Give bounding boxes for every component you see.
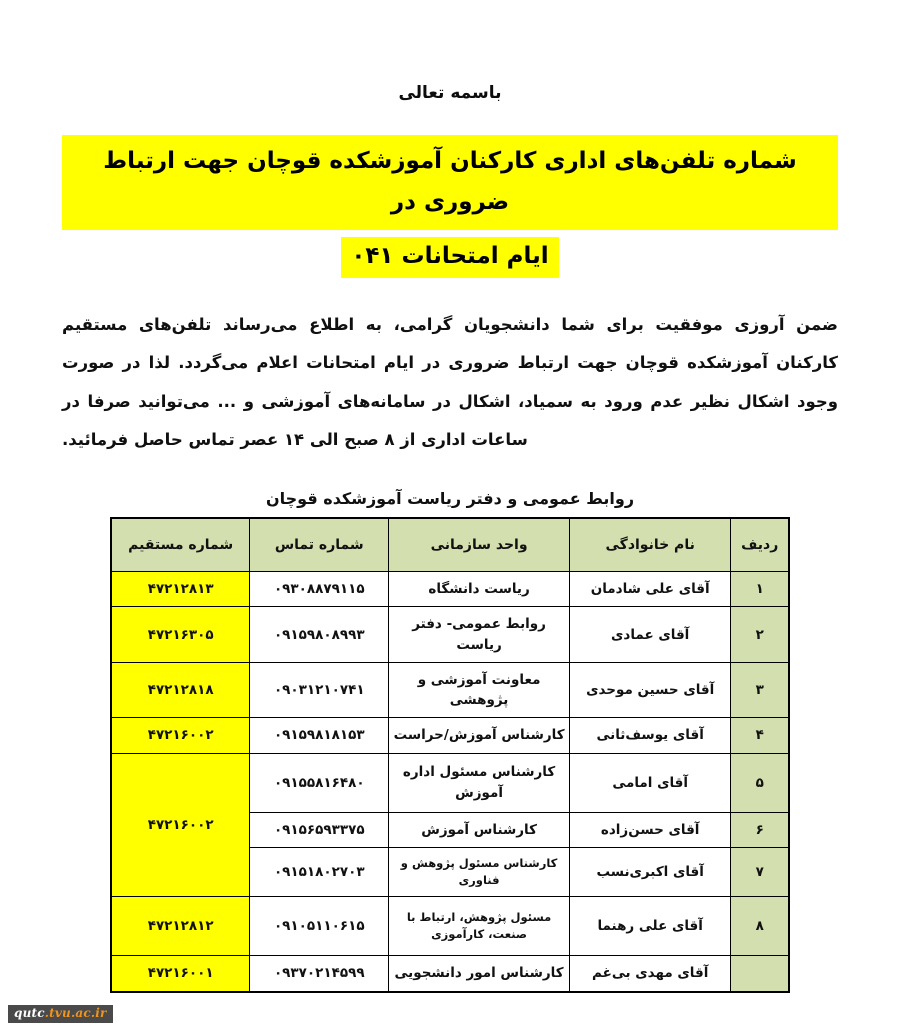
cell-unit: روابط عمومی- دفتر ریاست (389, 607, 570, 663)
table-row (111, 956, 789, 992)
column-header-direct: شماره مستقیم (111, 518, 250, 572)
title-line-2-text: ایام امتحانات ۰۴۱ (341, 237, 558, 278)
table-caption: روابط عمومی و دفتر ریاست آموزشکده قوچان (265, 489, 635, 509)
cell-direct: ۴۷۲۱۲۸۱۳ (111, 572, 250, 607)
cell-mobile: ۰۹۱۵۹۸۰۸۹۹۳ (250, 607, 389, 663)
cell-direct: ۴۷۲۱۶۳۰۵ (111, 607, 250, 663)
cell-unit: کارشناس امور دانشجویی (389, 956, 570, 992)
table-row (111, 572, 789, 607)
table-row (111, 662, 789, 718)
table-row (111, 607, 789, 663)
title-line-1-text: شماره تلفن‌های اداری کارکنان آموزشکده قوچان جهت ارتباط ضروری در (62, 135, 838, 230)
cell-index (731, 956, 789, 992)
cell-name: آقای یوسف‌ثانی (569, 718, 730, 753)
cell-index: ۷ (731, 847, 789, 897)
cell-index: ۲ (731, 607, 789, 663)
cell-index: ۵ (731, 753, 789, 812)
cell-direct: ۴۷۲۱۲۸۱۸ (111, 662, 250, 718)
site-watermark (8, 1005, 113, 1023)
cell-index: ۱ (731, 572, 789, 607)
table-row (111, 897, 789, 956)
cell-mobile: ۰۹۱۵۶۵۹۳۳۷۵ (250, 812, 389, 847)
title-line-1 (0, 135, 900, 230)
cell-unit: کارشناس مسئول پژوهش و فناوری (389, 847, 570, 897)
cell-direct: ۴۷۲۱۶۰۰۱ (111, 956, 250, 992)
cell-index: ۴ (731, 718, 789, 753)
cell-mobile: ۰۹۱۵۵۸۱۶۴۸۰ (250, 753, 389, 812)
cell-direct: ۴۷۲۱۶۰۰۲ (111, 718, 250, 753)
cell-mobile: ۰۹۱۵۱۸۰۲۷۰۳ (250, 847, 389, 897)
column-header-name: نام خانوادگی (569, 518, 730, 572)
cell-name: آقای حسین موحدی (569, 662, 730, 718)
cell-unit: ریاست دانشگاه (389, 572, 570, 607)
title-line-2 (0, 236, 900, 276)
cell-unit: کارشناس مسئول اداره آموزش (389, 753, 570, 812)
cell-mobile: ۰۹۰۳۱۲۱۰۷۴۱ (250, 662, 389, 718)
cell-unit: مسئول پژوهش، ارتباط با صنعت، کارآموزی (389, 897, 570, 956)
body-paragraph: ضمن آروزی موفقیت برای شما دانشجویان گرامی، به اطلاع می‌رساند تلفن‌های مستقیم کارکنان آموزشکده قوچان جهت ارتباط ضروری در ایام امتحانات اعلام می‌گردد. لذا در صورت وجود اشکال نظیر عدم ورود به سمیاد، اشکال در سامانه‌های آموزشی و ... می‌توانید صرفا در ساعات اداری از ۸ صبح الی ۱۴ عصر تماس حاصل فرمائید. (62, 315, 838, 449)
column-header-unit: واحد سازمانی (389, 518, 570, 572)
cell-name: آقای امامی (569, 753, 730, 812)
cell-name: آقای اکبری‌نسب (569, 847, 730, 897)
cell-unit: کارشناس آموزش/حراست (389, 718, 570, 753)
watermark-prefix: qutc (14, 1005, 45, 1020)
cell-name: آقای حسن‌زاده (569, 812, 730, 847)
cell-mobile: ۰۹۱۰۵۱۱۰۶۱۵ (250, 897, 389, 956)
table-header-row (111, 518, 789, 572)
cell-unit: معاونت آموزشی و پژوهشی (389, 662, 570, 718)
cell-name: آقای عمادی (569, 607, 730, 663)
cell-name: آقای علی رهنما (569, 897, 730, 956)
cell-unit: کارشناس آموزش (389, 812, 570, 847)
cell-direct: ۴۷۲۱۲۸۱۲ (111, 897, 250, 956)
cell-name: آقای علی شادمان (569, 572, 730, 607)
cell-mobile: ۰۹۳۰۸۸۷۹۱۱۵ (250, 572, 389, 607)
contacts-table-wrapper (0, 517, 900, 993)
table-row (111, 753, 789, 812)
contacts-table (110, 517, 790, 993)
cell-direct-merged: ۴۷۲۱۶۰۰۲ (111, 753, 250, 897)
cell-name: آقای مهدی بی‌غم (569, 956, 730, 992)
cell-index: ۶ (731, 812, 789, 847)
table-row (111, 718, 789, 753)
cell-index: ۳ (731, 662, 789, 718)
document-title (0, 103, 900, 276)
cell-index: ۸ (731, 897, 789, 956)
column-header-index: ردیف (731, 518, 789, 572)
basmala-line: باسمه تعالی (398, 83, 502, 103)
cell-mobile: ۰۹۱۵۹۸۱۸۱۵۳ (250, 718, 389, 753)
column-header-mobile: شماره تماس (250, 518, 389, 572)
cell-mobile: ۰۹۳۷۰۲۱۴۵۹۹ (250, 956, 389, 992)
watermark-suffix: .tvu.ac.ir (44, 1005, 107, 1020)
